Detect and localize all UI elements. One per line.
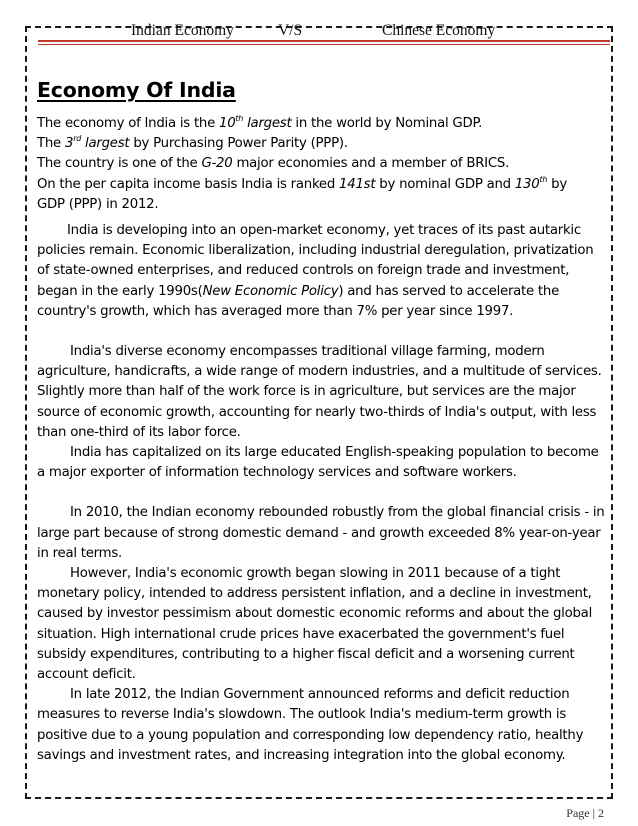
page-title: Economy Of India: [37, 78, 236, 102]
page-number: Page | 2: [566, 806, 604, 820]
spacer: [37, 483, 607, 503]
paragraph-diverse-economy: India's diverse economy encompasses traditional village farming, modern agriculture, handicrafts, a wide range of modern industries, and a multitude of services. Slightly more than half of the work force is in agriculture, but services are the major source of economic growth, accounting for nearly two-thirds of India's output, with less than one-third of its labor force.: [37, 344, 602, 440]
document-body: [37, 114, 607, 766]
paragraph-liberalization: India is developing into an open-market economy, yet traces of its past autarkic policies remain. Economic liberalization, including industrial deregulation, privatization of state-owned enterprises, and reduced controls on foreign trade and investment, began in the early 1990s(New Economic Policy) and has served to accelerate the country's growth, which has averaged more than 7% per year since 1997.: [37, 223, 594, 319]
paragraph-it-services: India has capitalized on its large educated English-speaking population to become a major exporter of information technology services and software workers.: [37, 445, 599, 481]
paragraph-2010-rebound: In 2010, the Indian economy rebounded robustly from the global financial crisis - in large part because of strong domestic demand - and growth exceeded 8% year-on-year in real terms.: [37, 505, 605, 561]
intro-line-2: The 3rd largest by Purchasing Power Parity (PPP).: [37, 134, 348, 152]
header-rule-thin: [38, 44, 610, 45]
header-versus: V/S: [278, 22, 303, 39]
paragraph-2011-slowdown: However, India's economic growth began slowing in 2011 because of a tight monetary policy, intended to address persistent inflation, and a decline in investment, caused by investor pessimism about domestic economic reforms and about the global situation. High international crude prices have exacerbated the government's fuel subsidy expenditures, contributing to a higher fiscal deficit and a worsening current account deficit.: [37, 566, 593, 683]
header-left-title: Indian Economy: [131, 22, 234, 39]
header-right-title: Chinese Economy: [382, 22, 496, 39]
intro-line-3: The country is one of the G-20 major economies and a member of BRICS.: [37, 156, 510, 172]
intro-line-5: GDP (PPP) in 2012.: [37, 196, 159, 212]
intro-line-4: On the per capita income basis India is ranked 141st by nominal GDP and 130th by: [37, 174, 567, 192]
intro-line-1: The economy of India is the 10th largest in the world by Nominal GDP.: [37, 114, 483, 131]
spacer: [37, 322, 607, 342]
paragraph-2012-reforms: In late 2012, the Indian Government announced reforms and deficit reduction measures to reverse India's slowdown. The outlook India's medium-term growth is positive due to a young population and corresponding low dependency ratio, healthy savings and investment rates, and increasing integration into the global economy.: [37, 687, 584, 763]
header-rule-thick: [38, 40, 610, 42]
